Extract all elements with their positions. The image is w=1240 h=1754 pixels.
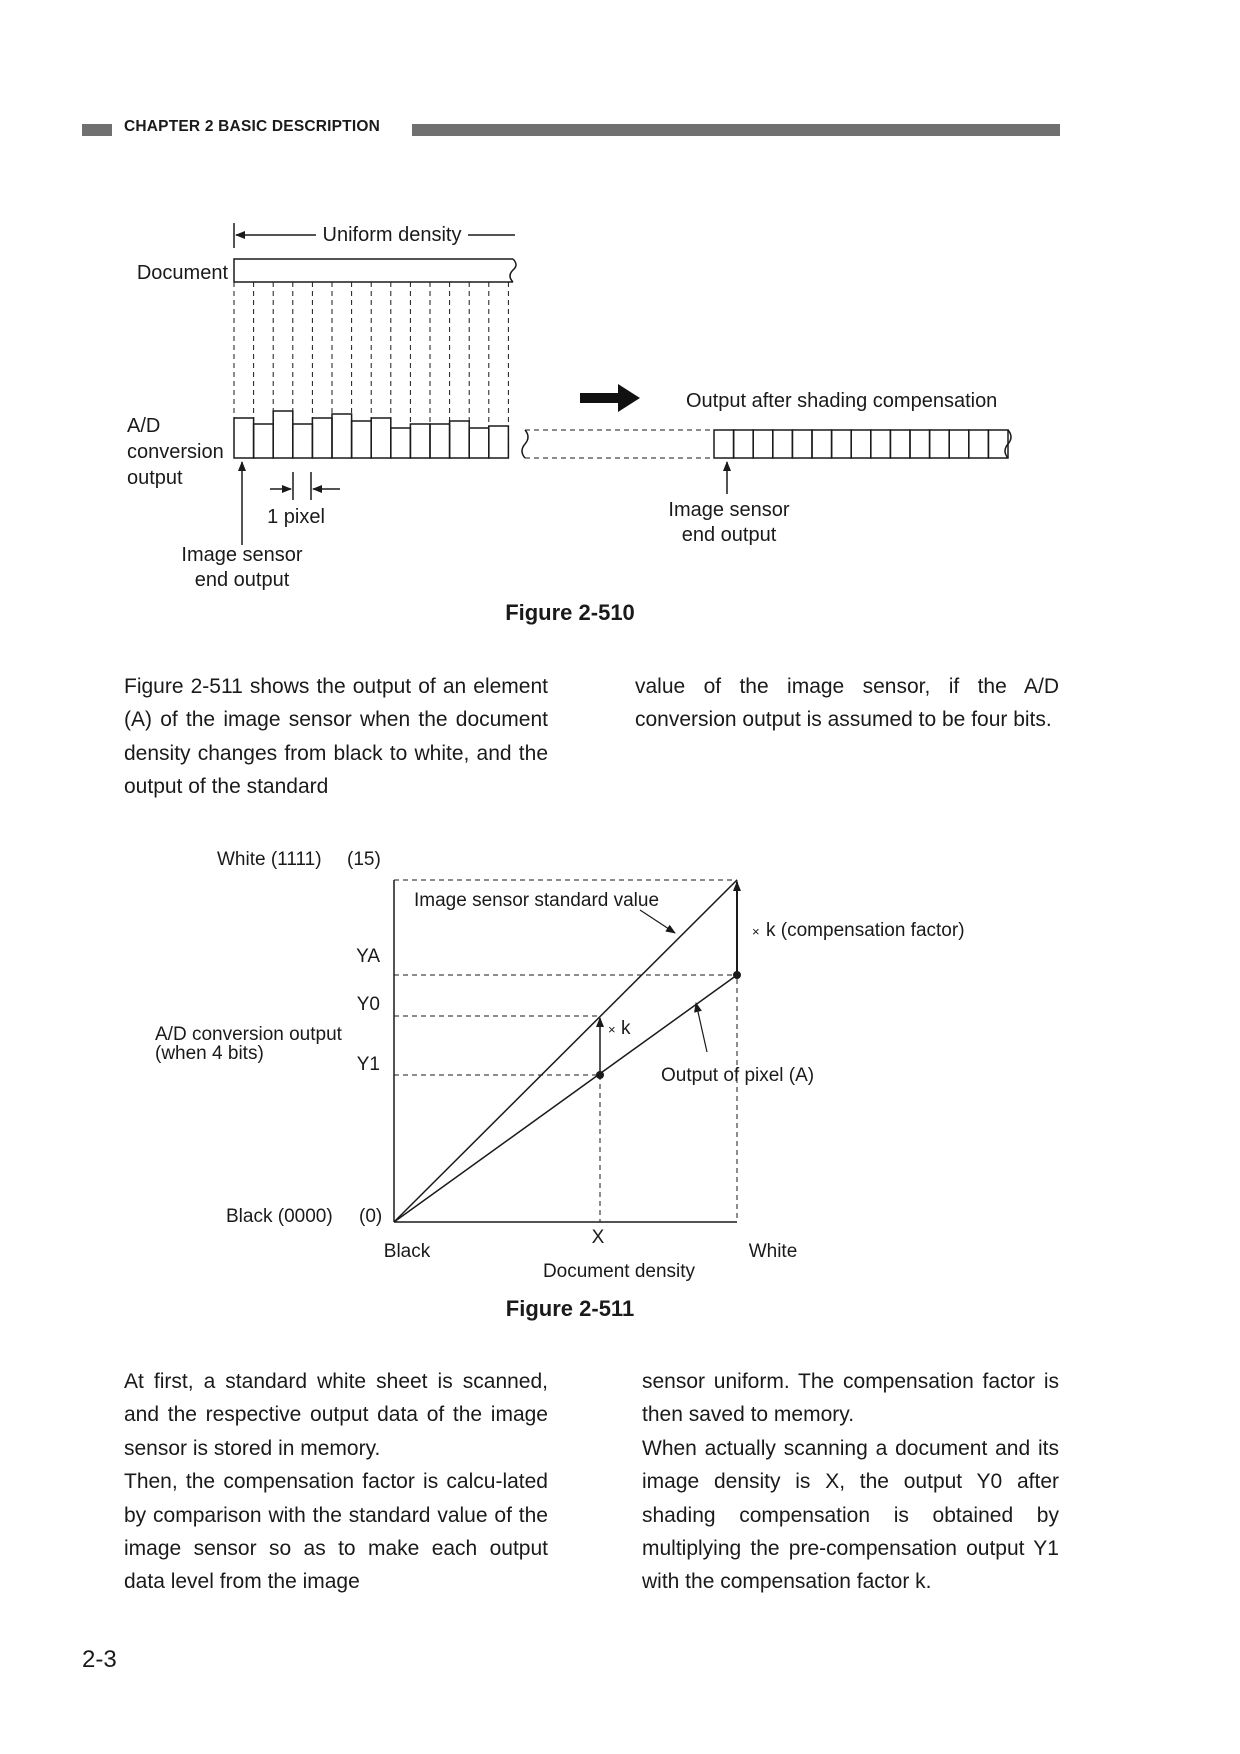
para2-right-text-2: When actually scanning a document and its image density is X, the output Y0 after shading compensation is obtained by multiplying the pre-compensation output Y1 with the compensation factor k.: [642, 1436, 1059, 1594]
figure-2-510-caption: Figure 2-510: [505, 600, 635, 625]
times-symbol-white: ×: [752, 924, 760, 939]
k-small-label: k: [621, 1018, 631, 1039]
times-symbol-x: ×: [608, 1022, 616, 1037]
x-axis-title: Document density: [542, 1261, 696, 1282]
when-4-bits-label: (when 4 bits): [155, 1043, 264, 1064]
output-after-label: Output after shading compensation: [686, 390, 998, 412]
standard-leader-arrow: [640, 910, 675, 933]
ad-label-line3: output: [127, 467, 183, 489]
white-label: White (1111): [217, 849, 322, 870]
ya-label: YA: [356, 946, 380, 967]
ad-label-line2: conversion: [127, 441, 224, 463]
para2-right-column: [642, 1365, 1059, 1599]
standard-value-line: [394, 880, 737, 1222]
sensor-right-line1: Image sensor: [668, 499, 790, 521]
y1-label: Y1: [356, 1054, 380, 1075]
para2-left-text-2: Then, the compensation factor is calcu-lated by comparison with the standard value of the image sensor so as to make each output data level from the image: [124, 1470, 548, 1594]
ad-label-line1: A/D: [127, 415, 161, 437]
k-compensation-label: k (compensation factor): [766, 920, 965, 941]
pixel-output-line: [394, 975, 737, 1222]
figure-2-511-caption: Figure 2-511: [505, 1296, 635, 1321]
white-value: (15): [347, 849, 381, 870]
standard-value-label: Image sensor standard value: [414, 890, 660, 911]
para2-left-text-1: At first, a standard white sheet is scanned, and the respective output data of the image sensor is stored in memory.: [124, 1370, 548, 1460]
sensor-left-line2: end output: [194, 569, 290, 591]
chapter-header: CHAPTER 2 BASIC DESCRIPTION: [124, 118, 381, 135]
page-number: 2-3: [82, 1646, 117, 1673]
x-black-label: Black: [383, 1241, 431, 1262]
pixel-leader-arrow: [696, 1003, 707, 1052]
para2-left-column: [124, 1365, 548, 1599]
para1-left-text: Figure 2-511 shows the output of an element (A) of the image sensor when the document density changes from black to white, and the output of the standard: [124, 675, 548, 799]
document-label: Document: [136, 262, 228, 284]
sensor-right-line2: end output: [681, 524, 777, 546]
black-label: Black (0000): [226, 1206, 333, 1227]
one-pixel-label: 1 pixel: [267, 506, 325, 528]
x-white-label: White: [748, 1241, 798, 1262]
pixel-output-label: Output of pixel (A): [661, 1065, 815, 1086]
sensor-left-line1: Image sensor: [181, 544, 303, 566]
uniform-density-label: Uniform density: [322, 224, 462, 246]
para1-right-text: value of the image sensor, if the A/D conversion output is assumed to be four bits.: [635, 675, 1059, 732]
y0-label: Y0: [356, 994, 380, 1015]
black-value: (0): [359, 1206, 383, 1227]
para2-right-text-1: sensor uniform. The compensation factor is then saved to memory.: [642, 1370, 1059, 1427]
x-mark-label: X: [591, 1227, 605, 1248]
ad-output-label: A/D conversion output: [155, 1024, 342, 1045]
